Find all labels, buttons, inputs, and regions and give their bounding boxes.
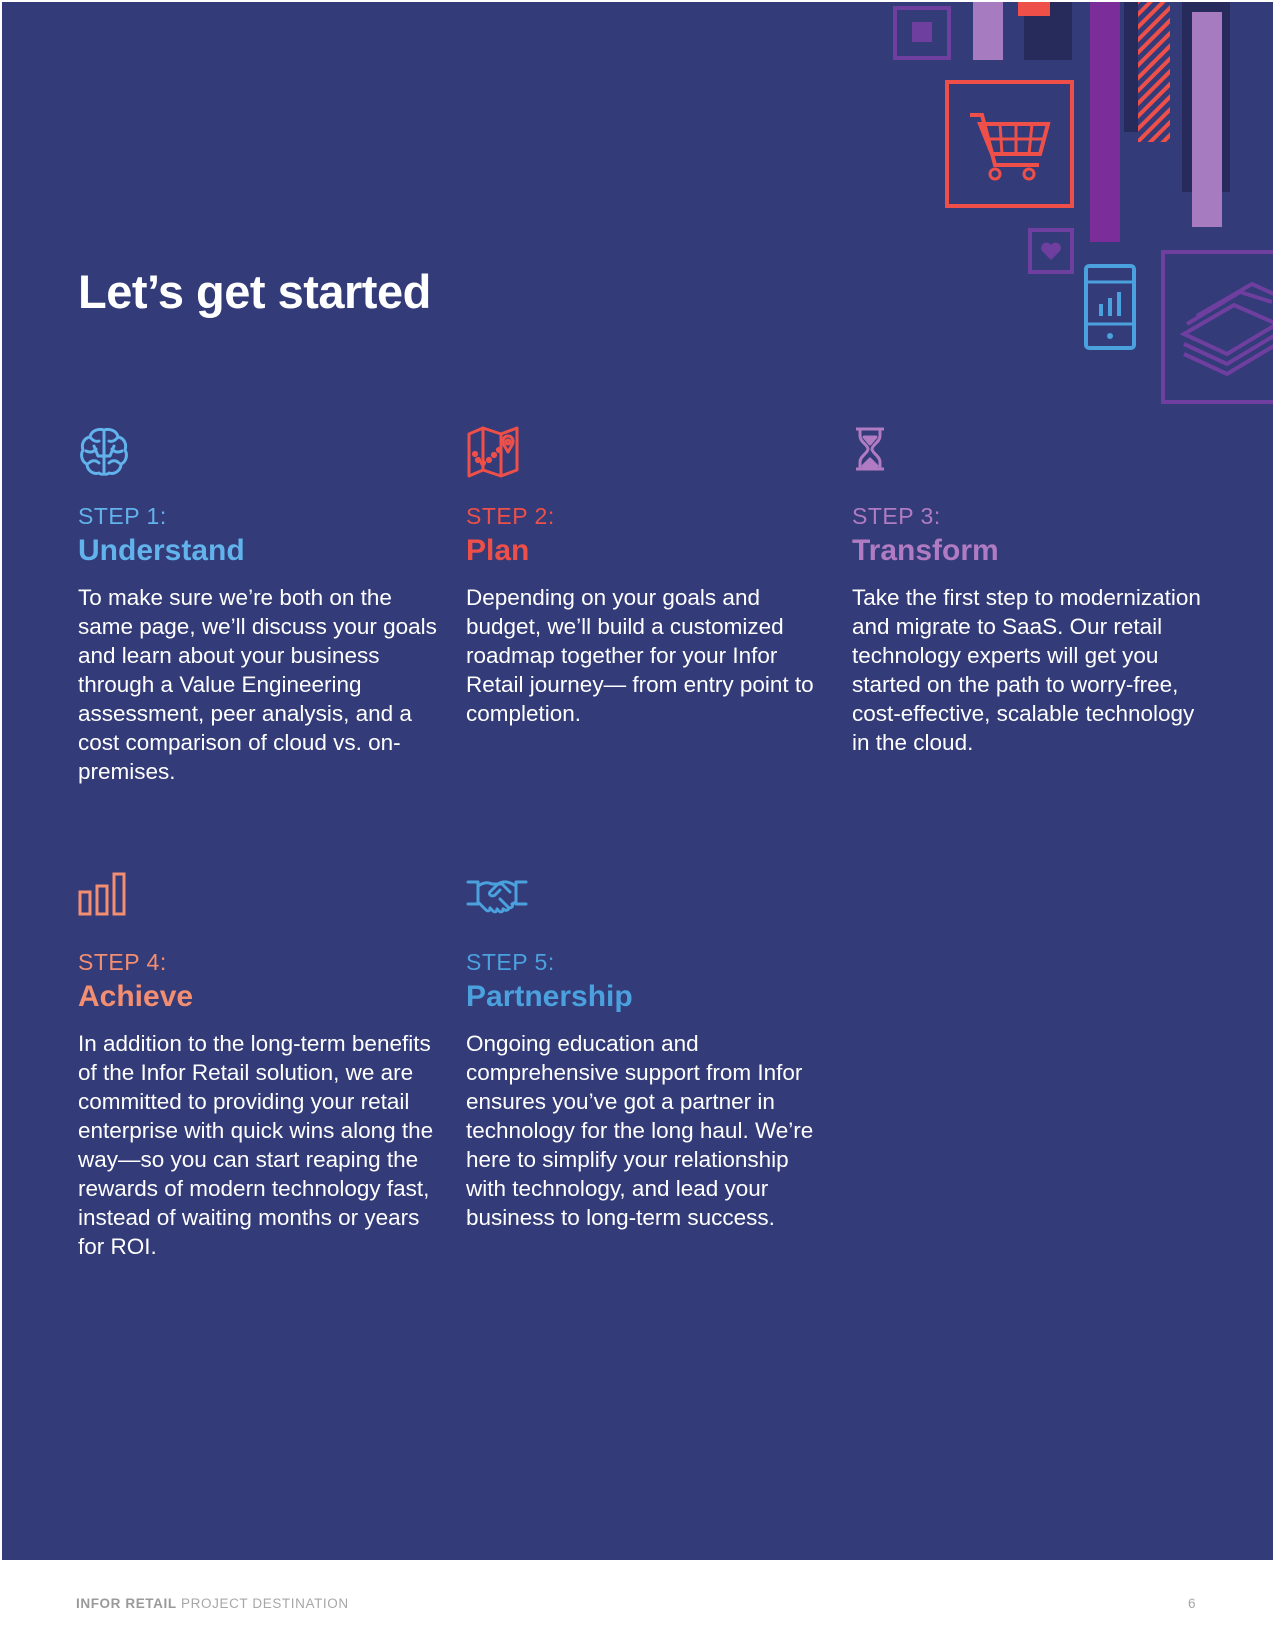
step-description: Depending on your goals and budget, we’ll build a customized roadmap together for your Infor Retail journey— from entry point to completion. bbox=[466, 585, 814, 726]
step-heading: Partnership bbox=[466, 980, 633, 1013]
footer-brand-bold: INFOR RETAIL bbox=[76, 1596, 177, 1611]
content-panel bbox=[2, 2, 1273, 1560]
step-description: In addition to the long-term benefits of the Infor Retail solution, we are committed to providing your retail enterprise with quick wins along the way—so you can start reaping the rewards of modern technology fast, instead of waiting months or years for ROI. bbox=[78, 1031, 434, 1259]
page-footer bbox=[0, 1560, 1275, 1650]
red-accent bbox=[1018, 2, 1050, 16]
small-square-icon bbox=[895, 8, 949, 58]
hourglass-icon bbox=[852, 426, 888, 472]
step-description: Take the first step to modernization and migrate to SaaS. Our retail technology experts will get you started on the path to worry-free, cost-effective, scalable technology in the cloud. bbox=[852, 585, 1201, 755]
step-label: STEP 2: bbox=[466, 503, 555, 529]
bar-chart-icon bbox=[78, 872, 128, 916]
step-label: STEP 3: bbox=[852, 503, 941, 529]
page-title: Let’s get started bbox=[78, 265, 431, 318]
decorative-graphics bbox=[2, 2, 1273, 422]
step-description: To make sure we’re both on the same page, we’ll discuss your goals and learn about your business through a Value Engineering assessment, peer analysis, and a cost comparison of cloud vs. on-premises. bbox=[78, 585, 437, 784]
step-label: STEP 4: bbox=[78, 949, 167, 975]
step-description: Ongoing education and comprehensive support from Infor ensures you’ve got a partner in technology for the long haul. We’re here to simplify your relationship with technology, and lead your business to long-term success. bbox=[466, 1031, 814, 1230]
step-heading: Achieve bbox=[78, 980, 194, 1013]
step-label: STEP 5: bbox=[466, 949, 555, 975]
hatched-column bbox=[1138, 2, 1170, 142]
lavender-column bbox=[1192, 12, 1222, 227]
step-heading: Transform bbox=[852, 534, 999, 567]
footer-brand bbox=[76, 1596, 349, 1611]
step-heading: Plan bbox=[466, 534, 530, 567]
map-icon bbox=[466, 426, 520, 478]
brain-icon bbox=[78, 426, 130, 478]
page-number: 6 bbox=[1188, 1596, 1196, 1611]
step-label: STEP 1: bbox=[78, 503, 167, 529]
purple-column bbox=[1090, 2, 1120, 242]
shopping-cart-icon bbox=[947, 82, 1072, 206]
footer-brand-rest: PROJECT DESTINATION bbox=[176, 1596, 349, 1611]
lavender-bar bbox=[973, 2, 1003, 60]
step-heading: Understand bbox=[78, 534, 245, 567]
handshake-icon bbox=[466, 872, 528, 916]
money-stack-icon bbox=[1163, 252, 1273, 402]
mobile-phone-icon bbox=[1086, 266, 1134, 348]
heart-icon bbox=[1030, 230, 1072, 272]
dark-column bbox=[1124, 2, 1138, 132]
